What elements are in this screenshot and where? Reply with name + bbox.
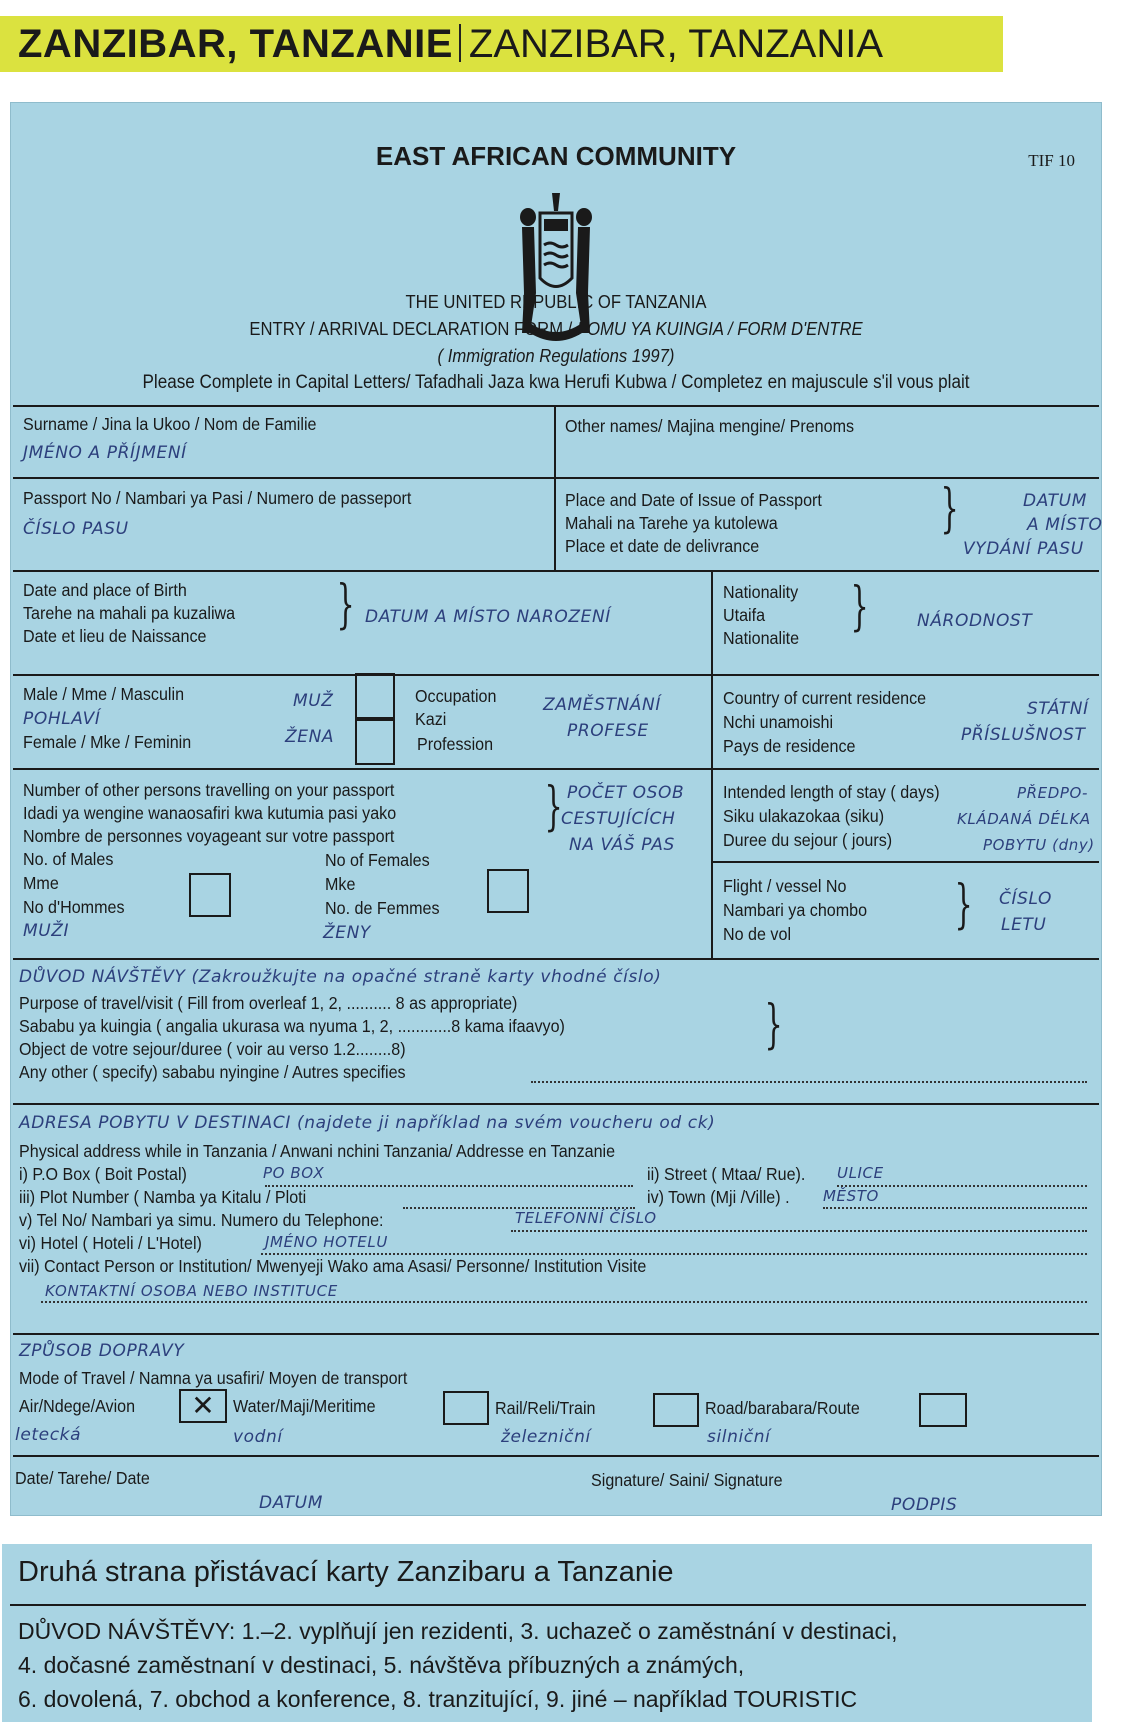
rule-line [711, 861, 1099, 863]
nationality-hint: NÁRODNOST [917, 611, 1033, 631]
hotel-hint: JMÉNO HOTELU [265, 1233, 388, 1251]
birth-hint: DATUM A MÍSTO NAROZENÍ [365, 607, 611, 627]
plot-label: iii) Plot Number ( Namba ya Kitalu / Ploti [19, 1187, 307, 1207]
residence-hint-2: PŘÍSLUŠNOST [961, 725, 1086, 745]
date-field[interactable] [15, 1463, 519, 1513]
persons-hint-2: CESTUJÍCÍCH [561, 809, 676, 829]
issue-hint-2: A MÍSTO [1027, 515, 1103, 535]
signature-hint: PODPIS [891, 1495, 958, 1515]
town-hint: MĚSTO [823, 1187, 879, 1205]
form-title-normal: ENTRY / ARRIVAL DECLARATION FORM / [249, 318, 577, 339]
residence-hint-1: STÁTNÍ [1027, 699, 1089, 719]
persons-label-3: Nombre de personnes voyageant sur votre passport [23, 826, 395, 846]
mode-rail-checkbox[interactable] [653, 1393, 699, 1427]
mode-hint: ZPŮSOB DOPRAVY [19, 1341, 185, 1361]
rule-line [13, 477, 1099, 479]
persons-label-1: Number of other persons travelling on your passport [23, 780, 395, 800]
males-count-box[interactable] [189, 873, 231, 917]
occupation-label-3: Profession [417, 734, 494, 754]
town-field[interactable] [823, 1207, 1087, 1209]
nationality-label-2: Utaifa [723, 605, 766, 625]
males-label-1: No. of Males [23, 849, 114, 869]
purpose-label-4: Any other ( specify) sababu nyingine / Autres specifies [19, 1062, 406, 1082]
mode-road-checkbox[interactable] [919, 1393, 967, 1427]
stay-label-3: Duree du sejour ( jours) [723, 830, 893, 850]
caption-line-1: DŮVOD NÁVŠTĚVY: 1.–2. vyplňují jen rezidenti, 3. uchazeč o zaměstnání v destinaci, [18, 1618, 898, 1644]
birth-label-3: Date et lieu de Naissance [23, 626, 207, 646]
contact-field[interactable] [41, 1301, 1087, 1303]
males-hint: MUŽI [23, 921, 70, 941]
rule-line [13, 1103, 1099, 1105]
brace: } [336, 575, 355, 635]
pobox-label: i) P.O Box ( Boit Postal) [19, 1164, 187, 1184]
pobox-hint: PO BOX [263, 1164, 325, 1182]
females-label-1: No of Females [325, 850, 430, 870]
surname-field[interactable] [23, 417, 547, 475]
other-names-label: Other names/ Majina mengine/ Prenoms [565, 416, 855, 436]
females-label-3: No. de Femmes [325, 898, 440, 918]
birth-label-2: Tarehe na mahali pa kuzaliwa [23, 603, 236, 623]
other-names-field[interactable] [565, 417, 1093, 475]
male-hint: MUŽ [293, 691, 334, 711]
street-label: ii) Street ( Mtaa/ Rue). [647, 1164, 806, 1184]
telephone-label: v) Tel No/ Nambari ya simu. Numero du Telephone: [19, 1210, 384, 1230]
caption-line-3: 6. dovolená, 7. obchod a konference, 8. tranzitující, 9. jiné – například TOURISTIC [18, 1686, 858, 1712]
contact-label: vii) Contact Person or Institution/ Mwenyeji Wako ama Asasi/ Personne/ Institution Visite [19, 1256, 647, 1276]
arrival-card [10, 102, 1102, 1516]
occupation-label-1: Occupation [415, 686, 497, 706]
stay-hint-1: PŘEDPO- [1017, 784, 1088, 802]
residence-label-2: Nchi unamoishi [723, 712, 834, 732]
brace: } [940, 479, 959, 539]
stay-hint-3: POBYTU (dny) [983, 836, 1095, 854]
mode-air-checkbox[interactable]: ✕ [179, 1389, 227, 1423]
sex-label-1: Male / Mme / Masculin [23, 684, 185, 704]
date-hint: DATUM [259, 1493, 323, 1513]
pobox-field[interactable] [265, 1185, 633, 1187]
brace: } [850, 577, 869, 637]
occupation-hint-1: ZAMĚSTNÁNÍ [543, 695, 661, 715]
sex-hint: POHLAVÍ [23, 709, 101, 729]
issue-label-3: Place et date de delivrance [565, 536, 760, 556]
surname-label: Surname / Jina la Ukoo / Nom de Familie [23, 414, 317, 434]
page-header-band [0, 16, 1003, 72]
rule-line [13, 674, 1099, 676]
issue-label-2: Mahali na Tarehe ya kutolewa [565, 513, 778, 533]
mode-water-checkbox[interactable] [443, 1391, 489, 1425]
address-hint: ADRESA POBYTU V DESTINACI (najdete ji například na svém voucheru od ck) [19, 1113, 716, 1133]
date-label: Date/ Tarehe/ Date [15, 1468, 150, 1488]
issue-label-1: Place and Date of Issue of Passport [565, 490, 822, 510]
brace: } [954, 875, 973, 935]
instruction-line: Please Complete in Capital Letters/ Tafadhali Jaza kwa Herufi Kubwa / Completez en majuscule s'il vous plait [142, 372, 970, 393]
purpose-hint: DŮVOD NÁVŠTĚVY (Zakroužkujte na opačné straně karty vhodné číslo) [19, 967, 662, 987]
female-hint: ŽENA [285, 727, 335, 747]
address-label: Physical address while in Tanzania / Anwani nchini Tanzania/ Addresse en Tanzanie [19, 1141, 616, 1161]
rule-line [13, 1333, 1099, 1335]
flight-label-1: Flight / vessel No [723, 876, 847, 896]
mode-air-label: Air/Ndege/Avion [19, 1396, 136, 1416]
persons-hint-3: NA VÁŠ PAS [569, 835, 675, 855]
brace: } [544, 777, 563, 837]
purpose-label-2: Sababu ya kuingia ( angalia ukurasa wa nyuma 1, 2, ............8 kama ifaavyo) [19, 1016, 565, 1036]
mode-road-label: Road/barabara/Route [705, 1398, 860, 1418]
persons-label-2: Idadi ya wengine wanaosafiri kwa kutumia pasi yako [23, 803, 397, 823]
nationality-label-1: Nationality [723, 582, 799, 602]
females-count-box[interactable] [487, 869, 529, 913]
occupation-label-2: Kazi [415, 709, 447, 729]
purpose-label-1: Purpose of travel/visit ( Fill from overleaf 1, 2, .......... 8 as appropriate) [19, 993, 518, 1013]
purpose-label-3: Object de votre sejour/duree ( voir au verso 1.2........8) [19, 1039, 406, 1059]
caption-line-2: 4. dočasné zaměstnaní v destinaci, 5. návštěva příbuzných a známých, [18, 1652, 745, 1678]
birth-label-1: Date and place of Birth [23, 580, 187, 600]
hotel-label: vi) Hotel ( Hoteli / L'Hotel) [19, 1233, 202, 1253]
telephone-hint: TELEFONNÍ ČÍSLO [515, 1209, 657, 1227]
residence-label-1: Country of current residence [723, 688, 927, 708]
passport-hint: ČÍSLO PASU [23, 519, 129, 539]
occupation-hint-2: PROFESE [567, 721, 649, 741]
flight-hint-1: ČÍSLO [999, 889, 1053, 909]
signature-field[interactable] [587, 1463, 1091, 1513]
males-label-3: No d'Hommes [23, 897, 125, 917]
mode-water-hint: vodní [233, 1427, 283, 1447]
flight-label-3: No de vol [723, 924, 792, 944]
page-title-light: ZANZIBAR, TANZANIA [468, 22, 884, 66]
column-divider [711, 570, 713, 958]
republic-line: THE UNITED REPUBLIC OF TANZANIA [405, 291, 707, 312]
nationality-label-3: Nationalite [723, 628, 800, 648]
issue-hint-3: VYDÁNÍ PASU [963, 539, 1084, 559]
stay-label-1: Intended length of stay ( days) [723, 782, 940, 802]
signature-label: Signature/ Saini/ Signature [591, 1470, 783, 1490]
regulations-line: ( Immigration Regulations 1997) [437, 345, 675, 366]
caption-box [2, 1544, 1092, 1722]
mode-rail-label: Rail/Reli/Train [495, 1398, 596, 1418]
stay-label-2: Siku ulakazokaa (siku) [723, 806, 885, 826]
stay-hint-2: KLÁDANÁ DÉLKA [957, 810, 1091, 828]
residence-label-3: Pays de residence [723, 736, 856, 756]
mode-road-hint: silniční [707, 1427, 771, 1447]
caption-body [18, 1614, 1078, 1716]
telephone-field[interactable] [511, 1230, 1087, 1232]
page-title-bold: ZANZIBAR, TANZANIE [18, 22, 453, 66]
card-org-title: EAST AFRICAN COMMUNITY [375, 141, 737, 171]
page-title [18, 19, 883, 69]
females-label-2: Mke [325, 874, 356, 894]
column-divider [554, 405, 556, 570]
rule-line [13, 1455, 1099, 1457]
females-hint: ŽENY [323, 923, 371, 943]
surname-hint: JMÉNO A PŘÍJMENÍ [23, 443, 187, 463]
form-title-line [66, 318, 1047, 340]
issue-hint-1: DATUM [1023, 491, 1087, 511]
form-title-italic: FOMU YA KUINGIA / FORM D'ENTRE [576, 318, 863, 339]
form-code: TIF 10 [1028, 151, 1075, 170]
persons-hint-1: POČET OSOB [567, 783, 685, 803]
males-label-2: Mme [23, 873, 59, 893]
brace: } [764, 995, 783, 1055]
rule-line [13, 405, 1099, 407]
mode-label: Mode of Travel / Namna ya usafiri/ Moyen de transport [19, 1368, 408, 1388]
street-hint: ULICE [837, 1164, 884, 1182]
caption-divider [10, 1604, 1086, 1606]
contact-hint: KONTAKTNÍ OSOBA NEBO INSTITUCE [45, 1282, 338, 1300]
female-checkbox[interactable] [355, 719, 395, 765]
caption-title: Druhá strana přistávací karty Zanzibaru a Tanzanie [18, 1556, 674, 1588]
purpose-other-field[interactable] [531, 1081, 1087, 1083]
town-label: iv) Town (Mji /Ville) . [647, 1187, 790, 1207]
flight-label-2: Nambari ya chombo [723, 900, 868, 920]
mode-air-hint: letecká [15, 1425, 82, 1445]
title-separator [459, 24, 461, 62]
mode-rail-hint: železniční [501, 1427, 591, 1447]
rule-line [13, 570, 1099, 572]
rule-line [13, 768, 1099, 770]
passport-label: Passport No / Nambari ya Pasi / Numero de passeport [23, 488, 412, 508]
flight-hint-2: LETU [1001, 915, 1047, 935]
male-checkbox[interactable] [355, 673, 395, 719]
sex-label-3: Female / Mke / Feminin [23, 732, 192, 752]
passport-number-field[interactable] [23, 483, 547, 569]
rule-line [13, 958, 1099, 960]
mode-water-label: Water/Maji/Meritime [233, 1396, 376, 1416]
